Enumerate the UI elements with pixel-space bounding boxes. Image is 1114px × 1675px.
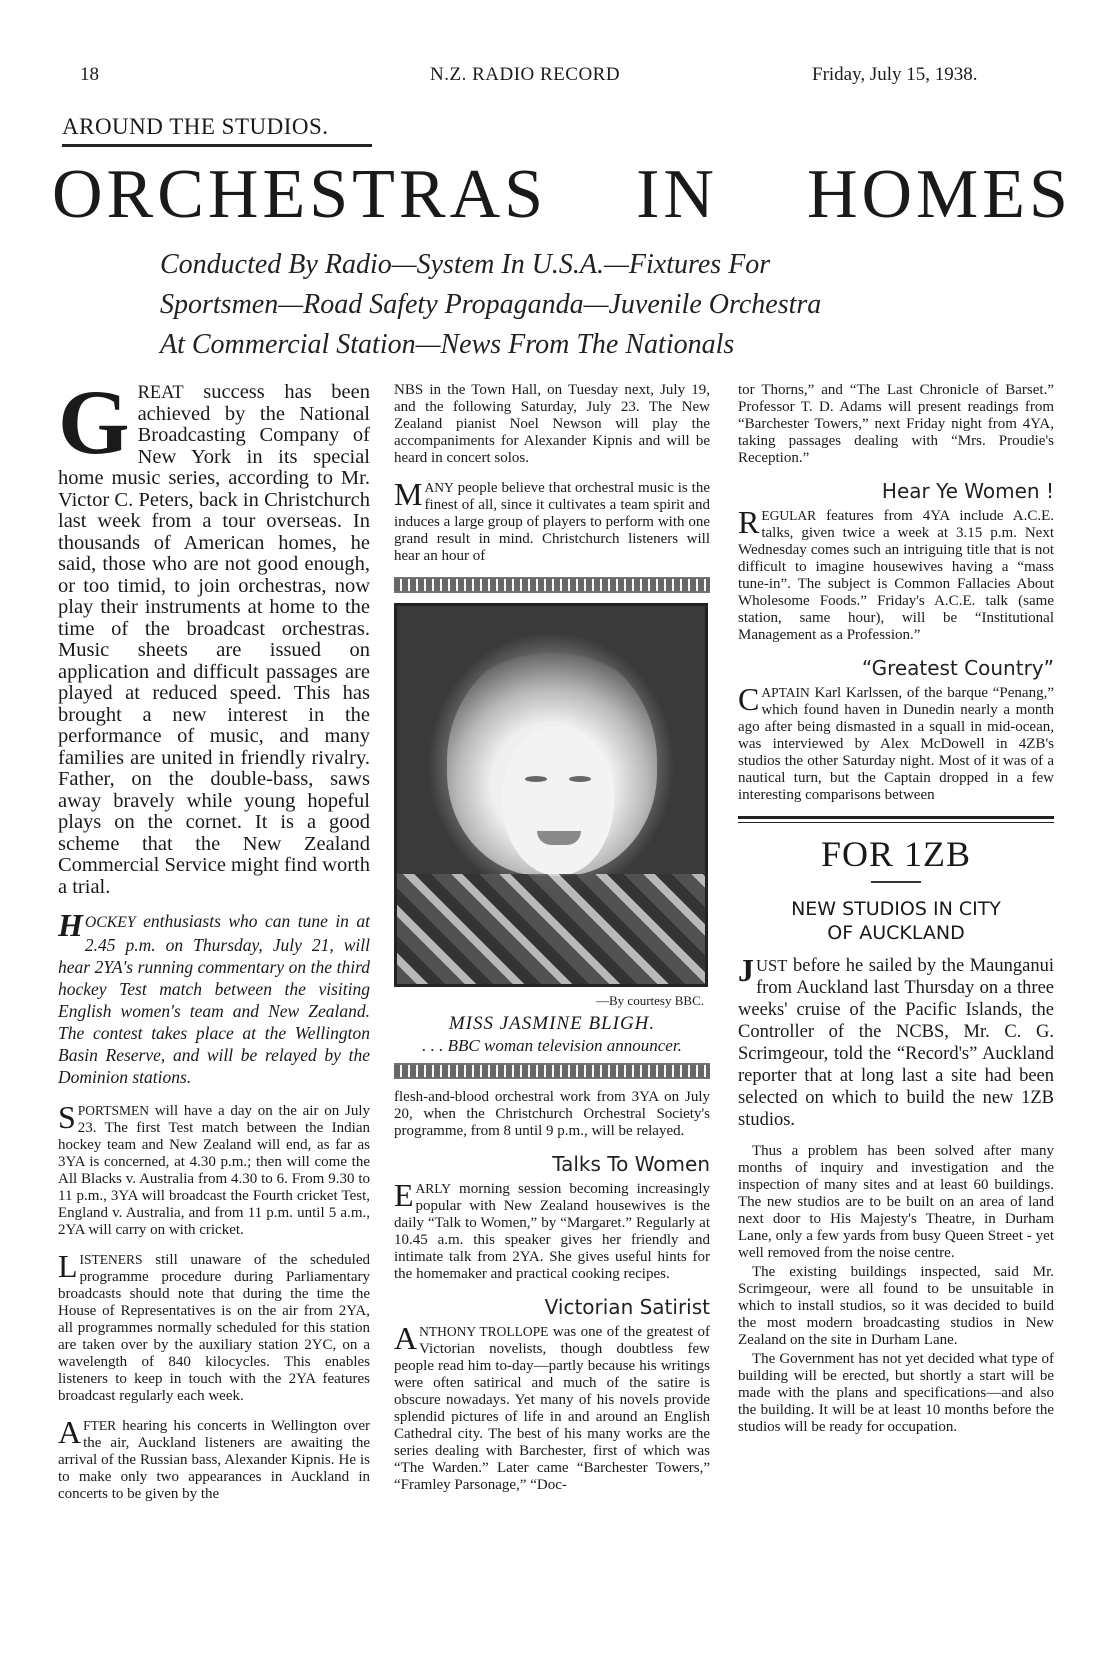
after-text: hearing his concerts in Wellington over the air, Auckland listeners are awaiting the arrival of the Russian bass, Alexander Kipnis. He is to make only two appearances in Auckland in concerts to be given by the	[58, 1418, 370, 1502]
photo-credit: —By courtesy BBC.	[596, 993, 704, 1008]
section-label: AROUND THE STUDIOS.	[62, 114, 372, 147]
drop-cap: G	[58, 371, 130, 473]
headline-word: HOMES	[806, 156, 1072, 233]
many-caps: ANY	[424, 480, 454, 495]
wavy-divider	[394, 1063, 710, 1079]
greatest-text: Karl Karlssen, of the barque “Penang,” which found haven in Dunedin nearly a month ago after being dismasted in a squall in mid-ocean, was interviewed by Alex McDowell in 4ZB's studios the other Saturday night. Most of it was of a nautical turn, but the Captain dropped in a few interesting comparisons between	[738, 685, 1054, 803]
talks-caps: ARLY	[415, 1181, 451, 1196]
greatest-paragraph	[738, 681, 1054, 804]
subhead-hear-ye: Hear Ye Women !	[881, 479, 1054, 503]
sportsmen-text: will have a day on the air on July 23. The first Test match between the Indian hockey team and New Zealand will end, as far as 3YA is concerned, at 4.30 p.m.; then will come the All Blacks v. Australia from 4.30 to 6. From 9.30 to 11 p.m., 3YA will broadcast the Fourth cricket Test, England v. Australia, and from 11 p.m. until 5 a.m., 2YA will carry on with cricket.	[58, 1103, 370, 1238]
box-paragraph: The existing buildings inspected, said Mr. Scrimgeour, were all found to be unsuitable in which to install studios, so it was decided to build the most modern broadcasting studios in New Zealand on the site in Durham Lane.	[738, 1264, 1054, 1348]
photo-caption-desc: . . . BBC woman television announcer.	[422, 1036, 682, 1055]
portrait-photo	[394, 603, 708, 987]
drop-cap: S	[58, 1099, 76, 1135]
talks-text: morning session becoming increasingly popular with New Zealand housewives is the daily “Talk to Women,” by “Margaret.” Regularly at 10.45 a.m. this speaker gives her friendly and intimate talk from 2YA. She gives useful hints for the homemaker and practical cooking recipes.	[394, 1181, 710, 1282]
box-subtitle	[738, 897, 1054, 945]
after-caps: FTER	[83, 1418, 117, 1433]
subhead-greatest: “Greatest Country”	[861, 656, 1054, 680]
many-continued: flesh-and-blood orchestral work from 3YA on July 20, when the Christchurch Orchestral Society's programme, from 8 until 9 p.m., will be relayed.	[394, 1089, 710, 1139]
lead-paragraph	[58, 371, 370, 898]
victorian-paragraph	[394, 1320, 710, 1494]
hockey-text: enthusiasts who can tune in at 2.45 p.m. on Thursday, July 21, will hear 2YA's running commentary on the third hockey Test match between the visiting English women's team and New Zealand. The contest takes place at the Wellington Basin Reserve, and will be relayed by the Dominion stations.	[58, 911, 370, 1087]
wavy-divider	[394, 577, 710, 593]
headline-word: IN	[636, 156, 718, 233]
page-number: 18	[80, 64, 99, 85]
hear-ye-paragraph	[738, 504, 1054, 644]
publication-name: N.Z. RADIO RECORD	[430, 64, 621, 85]
headline	[52, 156, 1072, 233]
photo-eye	[569, 776, 591, 782]
drop-cap: H	[58, 907, 83, 943]
victorian-caps: NTHONY TROLLOPE	[419, 1324, 549, 1339]
listeners-text: still unaware of the scheduled programme procedure during Parliamentary broadcasts should note that during the time the House of Representatives is on the air from 2YA, all programmes normally scheduled for this station are taken over by the auxiliary station 2YC, on a wavelength of 840 kilocycles. This enables listeners to keep in touch with the 2YA features broadcast regularly each week.	[58, 1252, 370, 1404]
short-rule	[871, 881, 921, 883]
drop-cap: A	[58, 1414, 82, 1450]
deck-line: Sportsmen—Road Safety Propaganda—Juvenile Orchestra	[160, 289, 822, 320]
photo-dress	[397, 874, 705, 984]
box-paragraph: Thus a problem has been solved after many months of inquiry and investigation and the inspection of many sites and at least 60 buildings. The new studios are to be built on an area of land next door to His Majesty's Theatre, in Durham Lane, only a few yards from busy Queen Street - yet well removed from the noise centre.	[738, 1143, 1054, 1261]
drop-cap: R	[738, 504, 760, 540]
drop-cap: J	[738, 952, 754, 988]
drop-cap: E	[394, 1177, 414, 1213]
subhead-victorian: Victorian Satirist	[544, 1295, 710, 1319]
deck	[160, 245, 940, 365]
box-lead-paragraph	[738, 952, 1054, 1131]
drop-cap: A	[394, 1320, 418, 1356]
box-subtitle-line: NEW STUDIOS IN CITY	[791, 898, 1001, 920]
many-text: people believe that orchestral music is the finest of all, since it cultivates a team spirit and induces a large group of players to perform with one grand result in mind. Christchurch listeners will hear an hour of	[394, 480, 710, 564]
box-lead-caps: UST	[756, 956, 788, 975]
double-rule	[738, 816, 1054, 823]
box-title: FOR 1ZB	[820, 834, 972, 874]
box-subtitle-line: OF AUCKLAND	[827, 922, 965, 944]
sportsmen-paragraph	[58, 1099, 370, 1239]
deck-line: At Commercial Station—News From The Nationals	[160, 329, 735, 360]
hockey-caps: OCKEY	[84, 914, 136, 931]
photo-caption-name: MISS JASMINE BLIGH.	[448, 1013, 656, 1034]
listeners-paragraph	[58, 1248, 370, 1405]
issue-date: Friday, July 15, 1938.	[812, 64, 978, 85]
drop-cap: M	[394, 476, 423, 512]
sportsmen-caps: PORTSMEN	[77, 1103, 150, 1118]
kipnis-continued: NBS in the Town Hall, on Tuesday next, July 19, and the following Saturday, July 23. The New Zealand pianist Noel Newson will play the accompaniments for Alexander Kipnis and will be heard in concert solos.	[394, 382, 710, 466]
box-lead-text: before he sailed by the Maunganui from Auckland last Thursday on a three weeks' cruise of the Pacific Islands, the Controller of the NCBS, Mr. C. G. Scrimgeour, told the “Record's” Auckland reporter that at long last a site had been selected on which to build the new 1ZB studios.	[738, 956, 1054, 1130]
hear-ye-text: features from 4YA include A.C.E. talks, given twice a week at 3.15 p.m. Next Wednesday comes such an intriguing title that is not difficult to imagine housewives having a “mass tune-in”. The subject is Common Fallacies About Wholesome Foods.” Friday's A.C.E. talk (same station, same hour), will be “Institutional Management as a Profession.”	[738, 508, 1054, 643]
many-paragraph	[394, 476, 710, 565]
hear-ye-caps: EGULAR	[761, 508, 817, 523]
lead-text: success has been achieved by the National Broadcasting Company of New York in its special home music series, according to Mr. Victor C. Peters, back in Christchurch last week from a tour overseas. In thousands of American homes, he said, those who are not good enough, or too timid, to join orchestras, now play their instruments at home to the time of the broadcast orchestras. Music sheets are issued on application and difficult passages are played at reduced speed. This has brought a new interest in the performance of music, and many families are united in friendly rivalry. Father, on the double-bass, saws away bravely while young hopeful plays on the cornet. It is a good scheme that the New Zealand Commercial Service might find worth a trial.	[58, 381, 370, 898]
talks-paragraph	[394, 1177, 710, 1283]
listeners-caps: ISTENERS	[79, 1252, 143, 1267]
lead-caps: REAT	[137, 382, 184, 402]
column-1	[58, 371, 370, 1515]
headline-word: ORCHESTRAS	[52, 156, 548, 233]
column-2	[394, 382, 710, 1506]
deck-line: Conducted By Radio—System In U.S.A.—Fixtures For	[160, 249, 771, 280]
photo-eye	[525, 776, 547, 782]
photo-face	[502, 726, 614, 876]
drop-cap: L	[58, 1248, 78, 1284]
victorian-continued: tor Thorns,” and “The Last Chronicle of Barset.” Professor T. D. Adams will present readings from “Barchester Towers,” next Friday night from 4YA, taking passages dealing with “Mrs. Proudie's Reception.”	[738, 382, 1054, 466]
greatest-caps: APTAIN	[761, 685, 810, 700]
subhead-talks: Talks To Women	[552, 1152, 710, 1176]
column-3	[738, 382, 1054, 1438]
victorian-text: was one of the greatest of Victorian novelists, though doubtless few people read him to-day—partly because his writings were often satirical and much of the satire is obscure nowadays. Yet many of his novels provide splendid pictures of life in and around an English Cathedral city. The best of his many works are the series dealing with Barchester, first of which was “The Warden.” Later came “Barchester Towers,” “Framley Parsonage,” “Doc-	[394, 1324, 710, 1493]
drop-cap: C	[738, 681, 760, 717]
hockey-paragraph	[58, 907, 370, 1088]
after-paragraph	[58, 1414, 370, 1503]
box-paragraph: The Government has not yet decided what type of building will be erected, but shortly a start will be made with the plans and specifications—and also the building. It will be at least 10 months before the studios will be ready for occupation.	[738, 1351, 1054, 1435]
